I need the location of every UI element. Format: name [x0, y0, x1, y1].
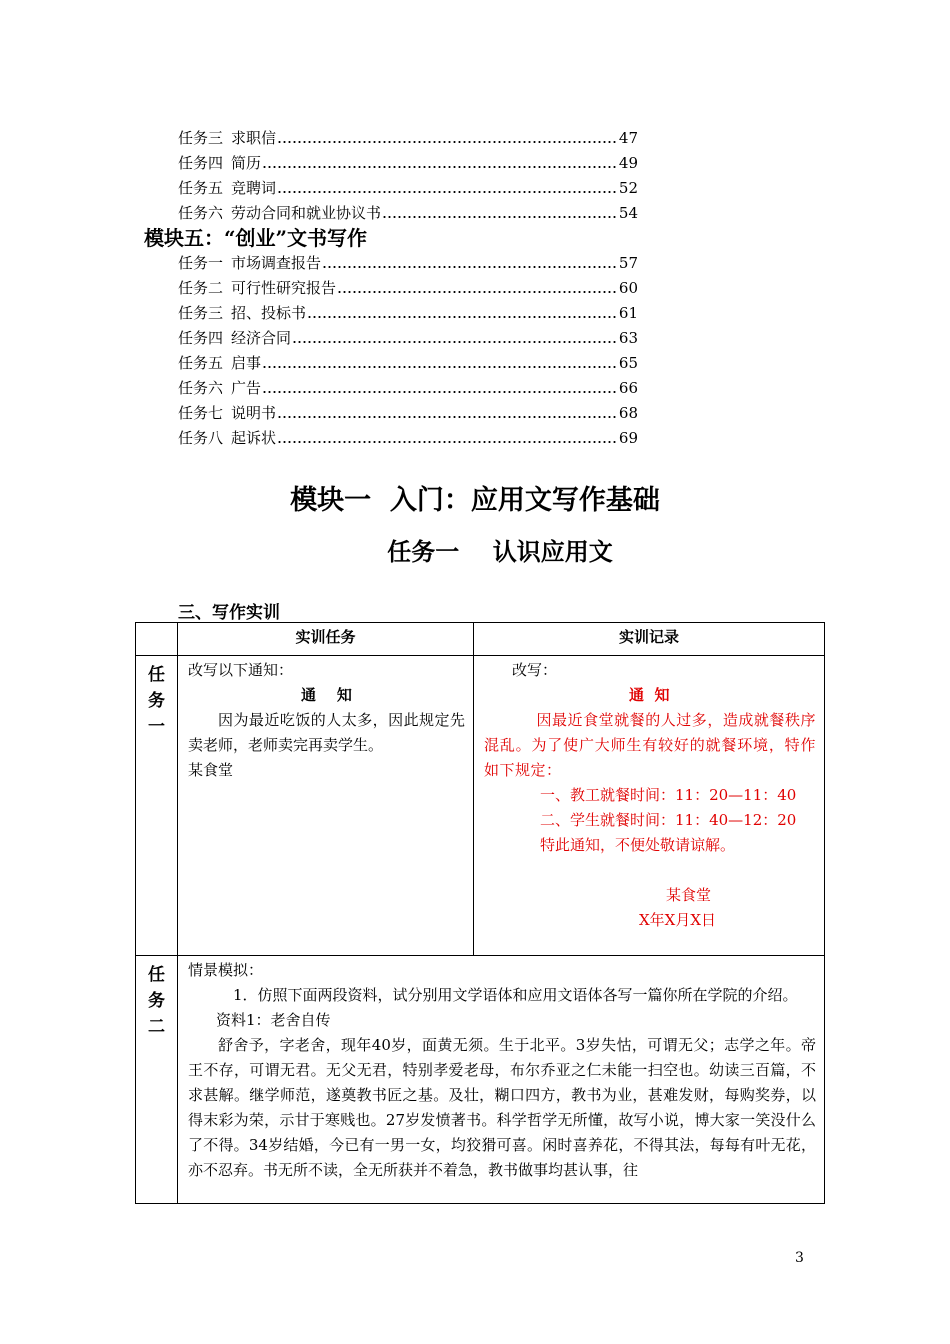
toc-label: 任务六	[178, 379, 224, 397]
toc-leader-dots	[382, 203, 618, 223]
toc-row[interactable]	[178, 399, 638, 423]
notice-signature: 某食堂	[188, 761, 234, 779]
toc-page-number: 68	[618, 404, 638, 422]
toc-leader-dots	[307, 303, 618, 323]
toc-row[interactable]	[178, 299, 638, 323]
toc-leader-dots	[292, 328, 618, 348]
task-title: 任务一 认识应用文	[387, 537, 613, 566]
toc-label: 任务五	[178, 354, 224, 372]
toc-page-number: 65	[618, 354, 638, 372]
toc-leader-dots	[277, 128, 618, 148]
toc-page-number: 57	[618, 254, 638, 272]
toc-page-number: 60	[618, 279, 638, 297]
toc-title: 启事	[231, 354, 262, 372]
toc-page-number: 52	[618, 179, 638, 197]
task2-intro: 情景模拟：	[188, 961, 264, 979]
toc-label: 任务六	[178, 204, 224, 222]
material-body: 舒舍予，字老舍，现年40岁，面黄无须。生于北平。3岁失怙，可谓无父；志学之年。帝王不存，可谓无君。无父无君，特别孝爱老母，布尔乔亚之仁未能一扫空也。幼读三百篇，不求甚解。继学师范，遂奠教书匠之基。及壮，糊口四方，教书为业，甚难发财，每购奖券，以得末彩为荣，示甘于寒贱也。27岁发愤著书。科学哲学无所懂，故写小说，博大家一笑没什么了不得。34岁结婚，今已有一男一女，均狡猾可喜。闲时喜养花，不得其法，每每有叶无花，亦不忍弃。书无所不读，全无所获并不着急，教书做事均甚认事，往	[188, 1036, 816, 1179]
toc-label: 任务二	[178, 279, 224, 297]
toc-page-number: 49	[618, 154, 638, 172]
toc-row[interactable]	[178, 124, 638, 148]
toc-label: 任务七	[178, 404, 224, 422]
record1-intro: 改写：	[512, 661, 558, 679]
toc-label: 任务八	[178, 429, 224, 447]
toc-label: 任务四	[178, 329, 224, 347]
toc-label: 任务五	[178, 179, 224, 197]
column-header-record: 实训记录	[474, 623, 825, 656]
toc-leader-dots	[337, 278, 618, 298]
row-label-task1: 任 务 一	[136, 656, 178, 956]
module5-heading: 模块五：“创业”文书写作	[144, 226, 368, 250]
toc-page-number: 69	[618, 429, 638, 447]
toc-leader-dots	[277, 428, 618, 448]
rewritten-notice-body: 因最近食堂就餐的人过多，造成就餐秩序混乱。为了使广大师生有较好的就餐环境，特作如下规定：	[484, 711, 816, 779]
module-title: 模块一 入门：应用文写作基础	[290, 485, 660, 516]
toc-title: 竞聘词	[231, 179, 277, 197]
rewritten-notice-closing: 特此通知，不便处敬请谅解。	[540, 836, 736, 854]
toc-title: 可行性研究报告	[231, 279, 337, 297]
toc-title: 招、投标书	[231, 304, 307, 322]
toc-row[interactable]	[178, 274, 638, 298]
toc-row[interactable]	[178, 324, 638, 348]
toc-page-number: 66	[618, 379, 638, 397]
row-label-task2: 任 务 二	[136, 956, 178, 1204]
toc-title: 经济合同	[231, 329, 292, 347]
training-table	[135, 622, 825, 1204]
toc-title: 求职信	[231, 129, 277, 147]
section-heading: 三、写作实训	[178, 603, 280, 623]
toc-page-number: 63	[618, 329, 638, 347]
table-corner-cell	[136, 623, 178, 656]
task2-cell	[178, 956, 825, 1204]
notice-body: 因为最近吃饭的人太多，因此规定先卖老师，老师卖完再卖学生。	[188, 711, 465, 754]
record1-cell	[474, 656, 825, 956]
material-title: 资料1：老舍自传	[216, 1011, 331, 1029]
toc-label: 任务三	[178, 129, 224, 147]
toc-row[interactable]	[178, 349, 638, 373]
rewritten-notice-signature: 某食堂	[666, 886, 712, 904]
toc-leader-dots	[262, 153, 618, 173]
toc-leader-dots	[277, 178, 618, 198]
notice-title: 通 知	[301, 686, 352, 704]
column-header-task: 实训任务	[178, 623, 474, 656]
rewritten-notice-item: 一、教工就餐时间：11：20—11：40	[540, 786, 797, 804]
toc-label: 任务三	[178, 304, 224, 322]
toc-leader-dots	[262, 353, 618, 373]
toc-row[interactable]	[178, 174, 638, 198]
toc-title: 市场调查报告	[231, 254, 322, 272]
rewritten-notice-item: 二、学生就餐时间：11：40—12：20	[540, 811, 797, 829]
toc-title: 劳动合同和就业协议书	[231, 204, 382, 222]
toc-row[interactable]	[178, 199, 638, 223]
toc-page-number: 47	[618, 129, 638, 147]
toc-title: 说明书	[231, 404, 277, 422]
toc-leader-dots	[322, 253, 618, 273]
toc-row[interactable]	[178, 424, 638, 448]
toc-row[interactable]	[178, 249, 638, 273]
task1-cell	[178, 656, 474, 956]
toc-page-number: 54	[618, 204, 638, 222]
toc-row[interactable]	[178, 374, 638, 398]
rewritten-notice-title: 通 知	[629, 686, 670, 704]
toc-title: 起诉状	[231, 429, 277, 447]
toc-row[interactable]	[178, 149, 638, 173]
task1-intro: 改写以下通知：	[188, 661, 294, 679]
toc-title: 广告	[231, 379, 262, 397]
toc-leader-dots	[262, 378, 618, 398]
toc-title: 简历	[231, 154, 262, 172]
task2-instruction: 1．仿照下面两段资料，试分别用文学语体和应用文语体各写一篇你所在学院的介绍。	[233, 986, 798, 1004]
rewritten-notice-date: X年X月X日	[639, 911, 717, 929]
toc-label: 任务一	[178, 254, 224, 272]
toc-label: 任务四	[178, 154, 224, 172]
page-number: 3	[795, 1250, 804, 1266]
toc-page-number: 61	[618, 304, 638, 322]
toc-leader-dots	[277, 403, 618, 423]
